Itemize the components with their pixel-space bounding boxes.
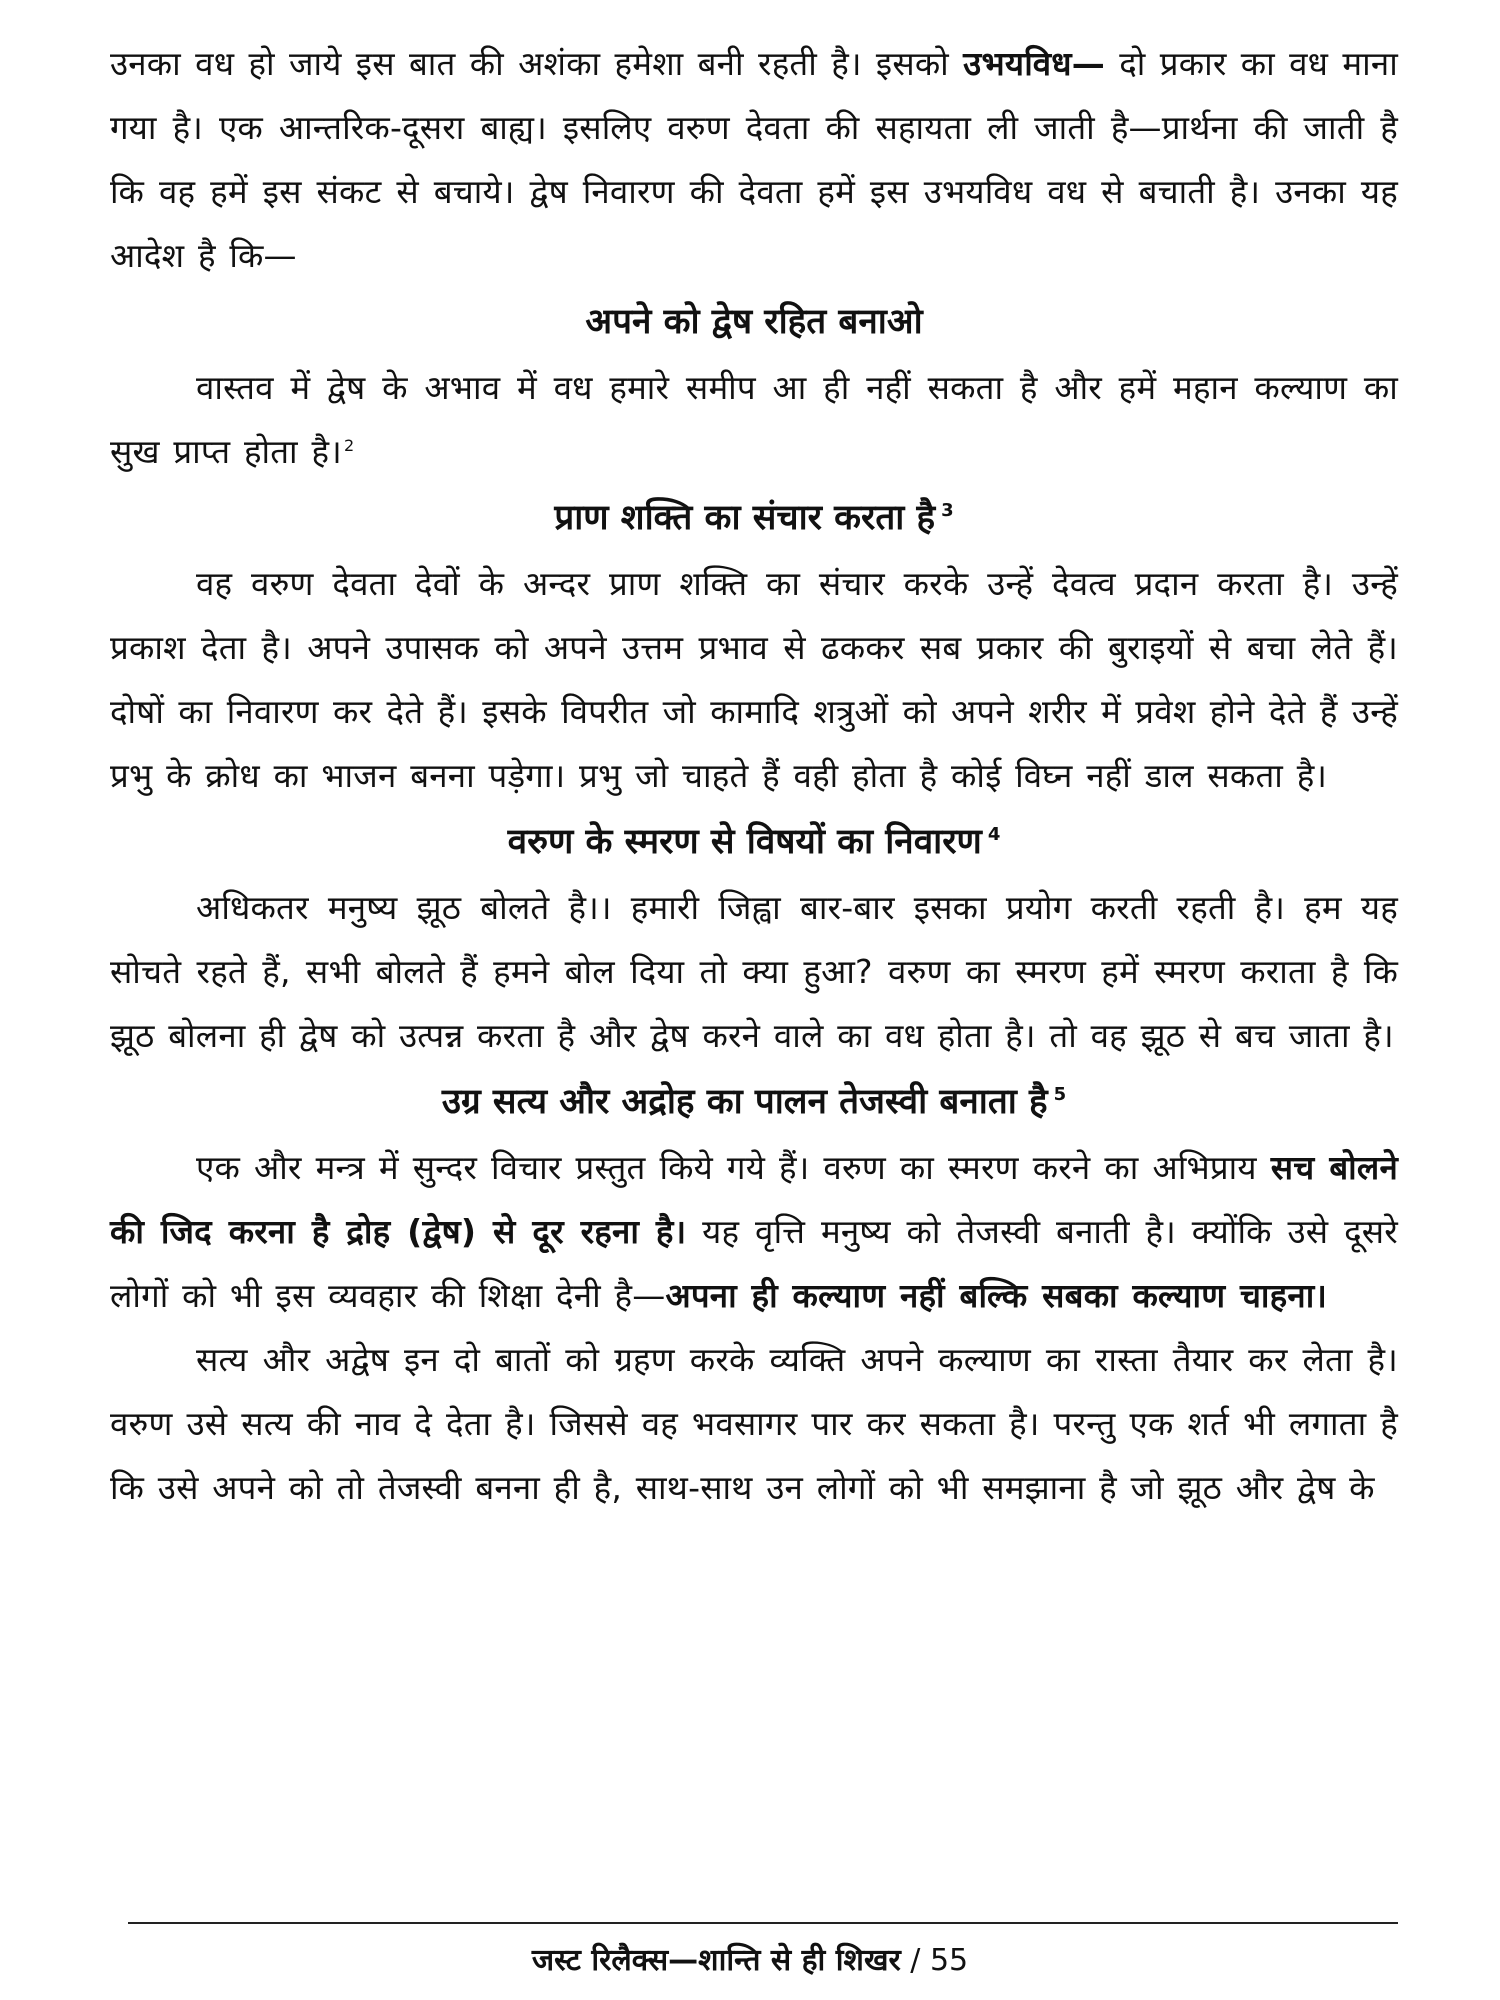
page-body bbox=[110, 32, 1398, 1520]
section-heading-2 bbox=[110, 484, 1398, 552]
page-footer bbox=[0, 1936, 1500, 1986]
paragraph-2 bbox=[110, 356, 1398, 484]
paragraph-5-text-2: यह वृत्ति मनुष्य को तेजस्वी बनाती है। क्योंकि उसे दूसरे लोगों को भी इस व्यवहार की शिक्षा देनी है— bbox=[110, 1212, 1398, 1315]
paragraph-3: वह वरुण देवता देवों के अन्दर प्राण शक्ति का संचार करके उन्हें देवत्व प्रदान करता है। उन्हें प्रकाश देता है। अपने उपासक को अपने उत्तम प्रभाव से ढककर सब प्रकार की बुराइयों से बचा लेते हैं। दोषों का निवारण कर देते हैं। इसके विपरीत जो कामादि शत्रुओं को अपने शरीर में प्रवेश होने देते हैं उन्हें प्रभु के क्रोध का भाजन बनना पड़ेगा। प्रभु जो चाहते हैं वही होता है कोई विघ्न नहीं डाल सकता है। bbox=[110, 564, 1398, 795]
section-heading-3-text: वरुण के स्मरण से विषयों का निवारण bbox=[507, 822, 982, 862]
page-number: 55 bbox=[929, 1943, 969, 1978]
paragraph-2-text: वास्तव में द्वेष के अभाव में वध हमारे समीप आ ही नहीं सकता है और हमें महान कल्याण का सुख प्राप्त होता है। bbox=[110, 368, 1398, 471]
paragraph-5 bbox=[110, 1136, 1398, 1328]
footer-separator: / bbox=[900, 1943, 930, 1978]
paragraph-1-text: उनका वध हो जाये इस बात की अशंका हमेशा बनी रहती है। इसको bbox=[110, 44, 964, 83]
book-title: जस्ट रिलैक्स—शान्ति से ही शिखर bbox=[531, 1943, 901, 1978]
footnote-ref-5: 5 bbox=[1053, 1084, 1067, 1106]
footnote-ref-2: 2 bbox=[343, 436, 355, 455]
paragraph-5-bold-1: सच बोलने की जिद करना है द्रोह (द्वेष) से दूर रहना है। bbox=[110, 1148, 1399, 1251]
section-heading-4 bbox=[110, 1068, 1398, 1136]
paragraph-1-bold-term: उभयविध— bbox=[963, 44, 1105, 83]
footnote-ref-3: 3 bbox=[941, 500, 954, 522]
section-heading-1: अपने को द्वेष रहित बनाओ bbox=[585, 302, 923, 342]
footnote-ref-4: 4 bbox=[987, 824, 1001, 846]
section-heading-2-text: प्राण शक्ति का संचार करता है bbox=[554, 498, 936, 538]
paragraph-4: अधिकतर मनुष्य झूठ बोलते है।। हमारी जिह्वा बार-बार इसका प्रयोग करती रहती है। हम यह सोचते रहते हैं, सभी बोलते हैं हमने बोल दिया तो क्या हुआ? वरुण का स्मरण हमें स्मरण कराता है कि झूठ बोलना ही द्वेष को उत्पन्न करता है और द्वेष करने वाले का वध होता है। तो वह झूठ से बच जाता है। bbox=[110, 888, 1398, 1055]
section-heading-3 bbox=[110, 808, 1398, 876]
paragraph-1-text-cont: दो प्रकार का वध माना गया है। एक आन्तरिक-दूसरा बाह्य। इसलिए वरुण देवता की सहायता ली जाती है—प्रार्थना की जाती है कि वह हमें इस संकट से बचाये। द्वेष निवारण की देवता हमें इस उभयविध वध से बचाती है। उनका यह आदेश है कि— bbox=[110, 44, 1398, 275]
paragraph-5-bold-2: अपना ही कल्याण नहीं बल्कि सबका कल्याण चाहना। bbox=[665, 1276, 1328, 1315]
paragraph-1 bbox=[110, 32, 1398, 288]
paragraph-6: सत्य और अद्वेष इन दो बातों को ग्रहण करके व्यक्ति अपने कल्याण का रास्ता तैयार कर लेता है। वरुण उसे सत्य की नाव दे देता है। जिससे वह भवसागर पार कर सकता है। परन्तु एक शर्त भी लगाता है कि उसे अपने को तो तेजस्वी बनना ही है, साथ-साथ उन लोगों को भी समझाना है जो झूठ और द्वेष के bbox=[110, 1340, 1398, 1507]
footer-divider bbox=[128, 1922, 1398, 1924]
section-heading-4-text: उग्र सत्य और अद्रोह का पालन तेजस्वी बनाता है bbox=[441, 1082, 1048, 1122]
paragraph-5-text-1: एक और मन्त्र में सुन्दर विचार प्रस्तुत किये गये हैं। वरुण का स्मरण करने का अभिप्राय bbox=[196, 1148, 1271, 1187]
